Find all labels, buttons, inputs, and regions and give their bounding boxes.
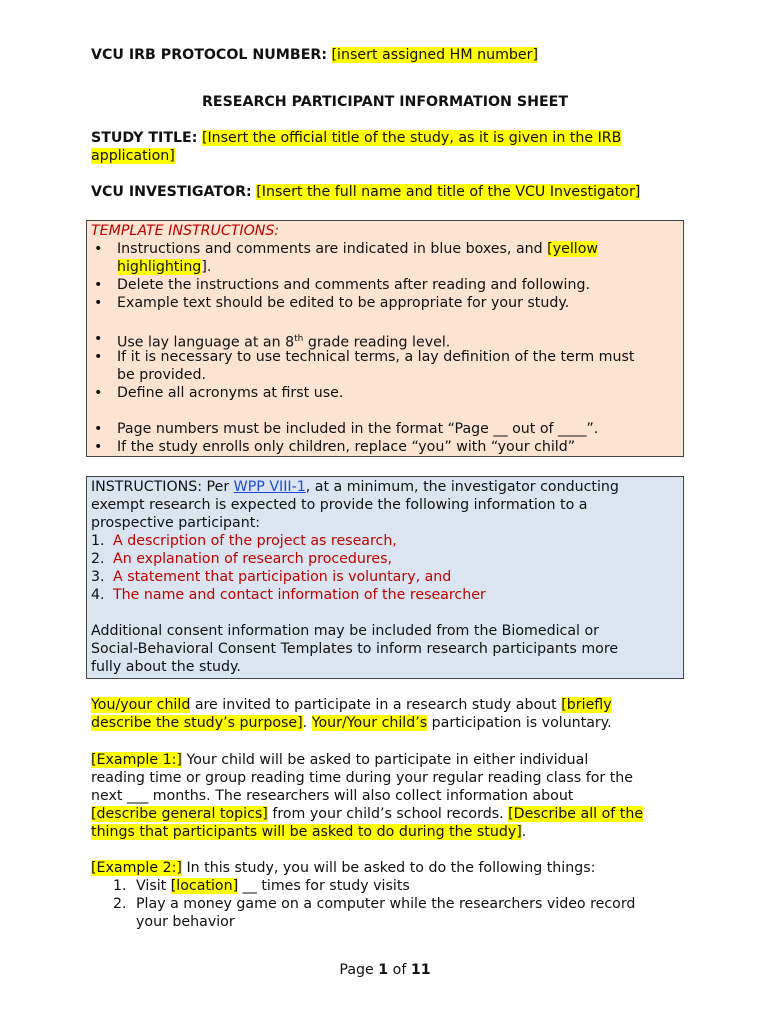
wpp-line-1: INSTRUCTIONS: Per WPP VIII-1, at a minimum, the investigator conducting	[91, 479, 619, 495]
additional-info-line-1: Additional consent information may be included from the Biomedical or	[91, 623, 599, 639]
wpp-line-2: exempt research is expected to provide the following information to a	[91, 497, 588, 513]
bullet-icon: •	[94, 331, 103, 347]
bullet-icon: •	[94, 421, 103, 437]
study-title-line-2	[91, 147, 175, 165]
example1-line-2: reading time or group reading time during your regular reading class for the	[91, 770, 634, 786]
example2-item-1: 1. Visit [location] __ times for study visits	[113, 878, 410, 894]
investigator-line	[91, 183, 640, 201]
study-title-line-1	[91, 129, 621, 147]
investigator-label: VCU INVESTIGATOR:	[91, 184, 252, 200]
additional-info-line-3: fully about the study.	[91, 659, 241, 675]
wpp-instructions-box: INSTRUCTIONS: Per WPP VIII-1, at a minimum, the investigator conducting exempt research is expected to provide the following information to a prospective participant: 1. A description of the project as research, 2. An explanation of research procedures, 3. A statement that participation is voluntary, and 4. The name and contact information of the researcher Additional consent information may be included from the Biomedical or Social-Behavioral Consent Templates to inform research participants more fully about the study.	[86, 476, 684, 679]
wpp-link[interactable]: WPP VIII-1	[233, 479, 306, 495]
example1-line-4: [describe general topics] from your child’s school records. [Describe all of the	[91, 806, 644, 822]
bullet-icon: •	[94, 439, 103, 455]
study-title-label: STUDY TITLE:	[91, 130, 198, 146]
bullet-icon: •	[94, 385, 103, 401]
intro-line-2: describe the study’s purpose]. Your/Your child’s participation is voluntary.	[91, 715, 612, 731]
example2-item-2: 2. Play a money game on a computer while the researchers video record	[113, 896, 636, 912]
example1-line-5: things that participants will be asked to do during the study].	[91, 824, 527, 840]
additional-info-line-2: Social-Behavioral Consent Templates to inform research participants more	[91, 641, 619, 657]
bullet-icon: •	[94, 241, 103, 257]
bullet-icon: •	[94, 295, 103, 311]
investigator-value: [Insert the full name and title of the VCU Investigator]	[256, 184, 641, 200]
bullet-icon: •	[94, 349, 103, 365]
example2-line-1: [Example 2:] In this study, you will be asked to do the following things:	[91, 860, 596, 876]
example1-line-1: [Example 1:] Your child will be asked to participate in either individual	[91, 752, 589, 768]
example2-item-2-cont: your behavior	[136, 914, 235, 930]
template-instructions-heading: TEMPLATE INSTRUCTIONS:	[91, 223, 280, 239]
example1-line-3: next ___ months. The researchers will also collect information about	[91, 788, 574, 804]
wpp-line-3: prospective participant:	[91, 515, 261, 531]
intro-line-1: You/your child are invited to participate in a research study about [briefly	[91, 697, 612, 713]
study-title-value: [Insert the official title of the study, as it is given in the IRB	[201, 130, 622, 146]
protocol-label: VCU IRB PROTOCOL NUMBER:	[91, 47, 327, 63]
study-title-value-cont: application]	[91, 148, 175, 164]
protocol-value: [insert assigned HM number]	[331, 47, 538, 63]
protocol-number-line	[91, 46, 538, 64]
page-number-footer: Page 1 of 11	[339, 962, 431, 978]
bullet-icon: •	[94, 277, 103, 293]
document-title: RESEARCH PARTICIPANT INFORMATION SHEET	[201, 94, 569, 110]
template-instructions-box: TEMPLATE INSTRUCTIONS: • Instructions and comments are indicated in blue boxes, and [yellow highlighting]. • Delete the instructions and comments after reading and following. • Example text should be edited to be appropriate for your study. • Use lay language at an 8th grade reading level. • If it is necessary to use technical terms, a lay definition of the term must be provided. • Define all acronyms at first use. • Page numbers must be included in the format “Page __ out of ____”. • If the study enrolls only children, replace “you” with “your child”	[86, 220, 684, 457]
